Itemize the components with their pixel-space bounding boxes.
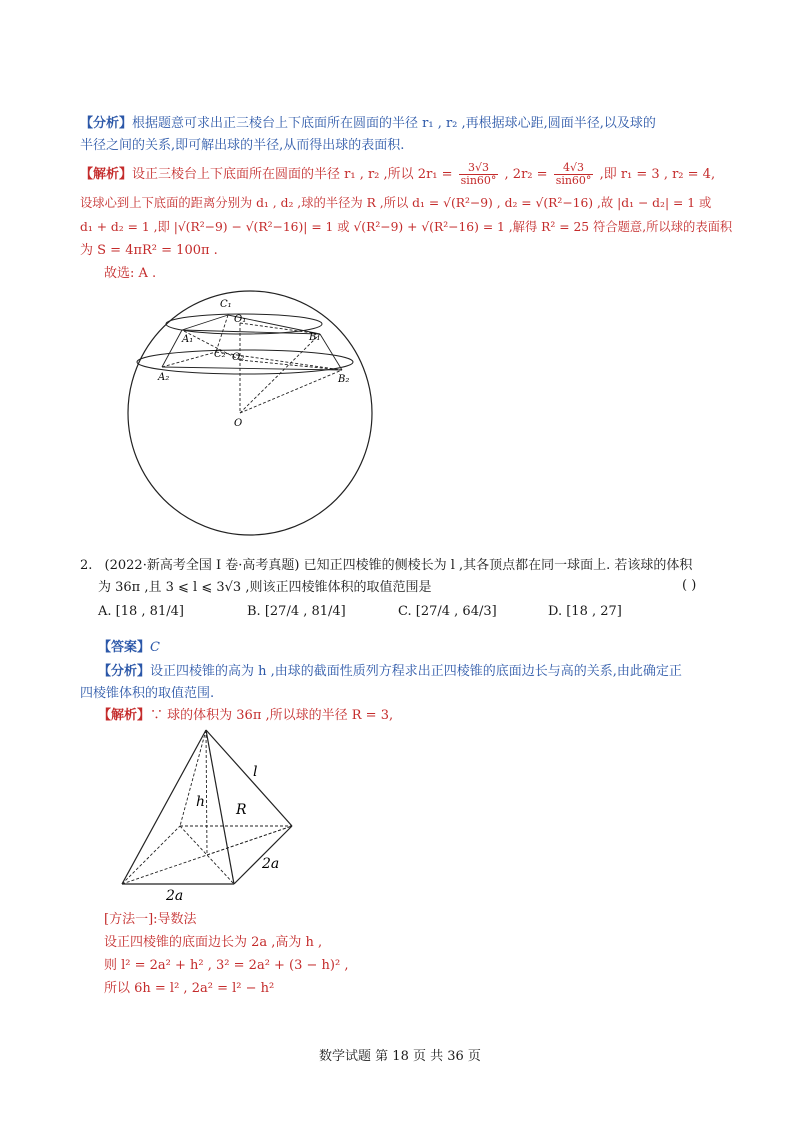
option-b-letter: B. [247, 604, 261, 619]
fraction-1 [459, 162, 499, 187]
solution-1-line-4: 为 S = 4πR² = 100π . [80, 243, 218, 258]
fraction-2-numerator: 4√3 [554, 162, 594, 175]
fraction-2 [554, 162, 594, 187]
fraction-1-denominator: sin60° [460, 174, 497, 187]
option-d [548, 604, 622, 619]
option-d-text: [18 , 27] [566, 604, 622, 619]
option-a-text: [18 , 81/4] [115, 604, 184, 619]
solution-1-text-b: , 2r₂ = [504, 167, 548, 182]
option-c-text: [27/4 , 64/3] [415, 604, 497, 619]
option-d-letter: D. [548, 604, 563, 619]
question-number: 2. [80, 558, 93, 573]
answer-value: C [150, 640, 160, 655]
option-b-text: [27/4 , 81/4] [264, 604, 346, 619]
label-A1: A₁ [182, 334, 194, 345]
answer-parentheses: ( ) [682, 578, 697, 593]
answer-tag: 【答案】 [98, 640, 151, 655]
label-base-2a: 2a [166, 888, 184, 902]
method-1-line-2: 则 l² = 2a² + h² , 3² = 2a² + (3 − h)² , [104, 958, 349, 973]
question-2-text-1: (2022·新高考全国 Ⅰ 卷·高考真题) 已知正四棱锥的侧棱长为 l ,其各顶点都在同一球面上. 若该球的体积 [104, 558, 693, 573]
label-B2: B₂ [338, 374, 350, 385]
method-1-line-3: 所以 6h = l² , 2a² = l² − h² [104, 981, 275, 996]
option-a [98, 604, 184, 619]
fraction-2-denominator: sin60° [555, 174, 592, 187]
option-a-letter: A. [98, 604, 112, 619]
analysis-2-text-1: 设正四棱锥的高为 h ,由球的截面性质列方程求出正四棱锥的底面边长与高的关系,由此确定正 [150, 664, 682, 679]
label-C1: C₁ [220, 299, 232, 310]
square-pyramid-figure [112, 722, 312, 902]
label-side-2a: 2a [262, 856, 280, 872]
solution-2-tag: 【解析】 [98, 708, 151, 723]
analysis-1-text-1: 根据题意可求出正三棱台上下底面所在圆面的半径 r₁ , r₂ ,再根据球心距,圆面半径,以及球的 [132, 116, 656, 131]
solution-1-choice: 故选: A . [104, 266, 157, 281]
solution-1-line-3: d₁ + d₂ = 1 ,即 |√(R²−9) − √(R²−16)| = 1 或 √(R²−9) + √(R²−16) = 1 ,解得 R² = 25 符合题意,所以球的表面积 [80, 220, 733, 234]
label-h: h [196, 794, 206, 810]
analysis-1-text-2: 半径之间的关系,即可解出球的半径,从而得出球的表面积. [80, 138, 405, 153]
label-O1: O₁ [234, 314, 247, 325]
analysis-2-tag: 【分析】 [98, 664, 151, 679]
analysis-2-line-2: 四棱锥体积的取值范围. [80, 686, 215, 701]
method-1-title: [方法一]:导数法 [104, 912, 197, 927]
label-l: l [253, 764, 258, 780]
sphere-frustum-figure [120, 290, 380, 540]
frustum-hidden-edges [162, 315, 342, 413]
solution-1-line-2: 设球心到上下底面的距离分别为 d₁ , d₂ ,球的半径为 R ,所以 d₁ = √(R²−9) , d₂ = √(R²−16) ,故 |d₁ − d₂| = 1 或 [80, 196, 712, 210]
question-2-line-2: 为 36π ,且 3 ⩽ l ⩽ 3√3 ,则该正四棱锥体积的取值范围是 [98, 580, 432, 595]
label-C2: C₂ [214, 349, 226, 360]
sphere-outline [128, 291, 372, 535]
label-O2: O₂ [232, 352, 245, 363]
solution-2-text-1: ∵ 球的体积为 36π ,所以球的半径 R = 3, [150, 708, 394, 723]
fraction-1-numerator: 3√3 [459, 162, 499, 175]
solution-tag: 【解析】 [80, 167, 133, 182]
solution-1-line-1 [80, 162, 725, 187]
solution-1-text-a: 设正三棱台上下底面所在圆面的半径 r₁ , r₂ ,所以 2r₁ = [132, 167, 453, 182]
page-footer: 数学试题 第 18 页 共 36 页 [319, 1049, 481, 1064]
label-B1: B₁ [309, 332, 321, 343]
label-A2: A₂ [158, 372, 170, 383]
question-2-line-1 [80, 556, 725, 576]
analysis-1-line-2 [80, 136, 725, 156]
option-c-letter: C. [398, 604, 412, 619]
method-1-line-1: 设正四棱锥的底面边长为 2a ,高为 h , [104, 935, 323, 950]
answer-2-line [98, 638, 743, 658]
analysis-2-line-1 [98, 662, 743, 682]
analysis-1-line-1 [80, 114, 725, 134]
label-R: R [236, 802, 247, 818]
analysis-tag: 【分析】 [80, 116, 133, 131]
option-c [398, 604, 497, 619]
option-b [247, 604, 346, 619]
solution-1-text-c: ,即 r₁ = 3 , r₂ = 4, [599, 167, 716, 182]
label-O: O [234, 418, 243, 429]
